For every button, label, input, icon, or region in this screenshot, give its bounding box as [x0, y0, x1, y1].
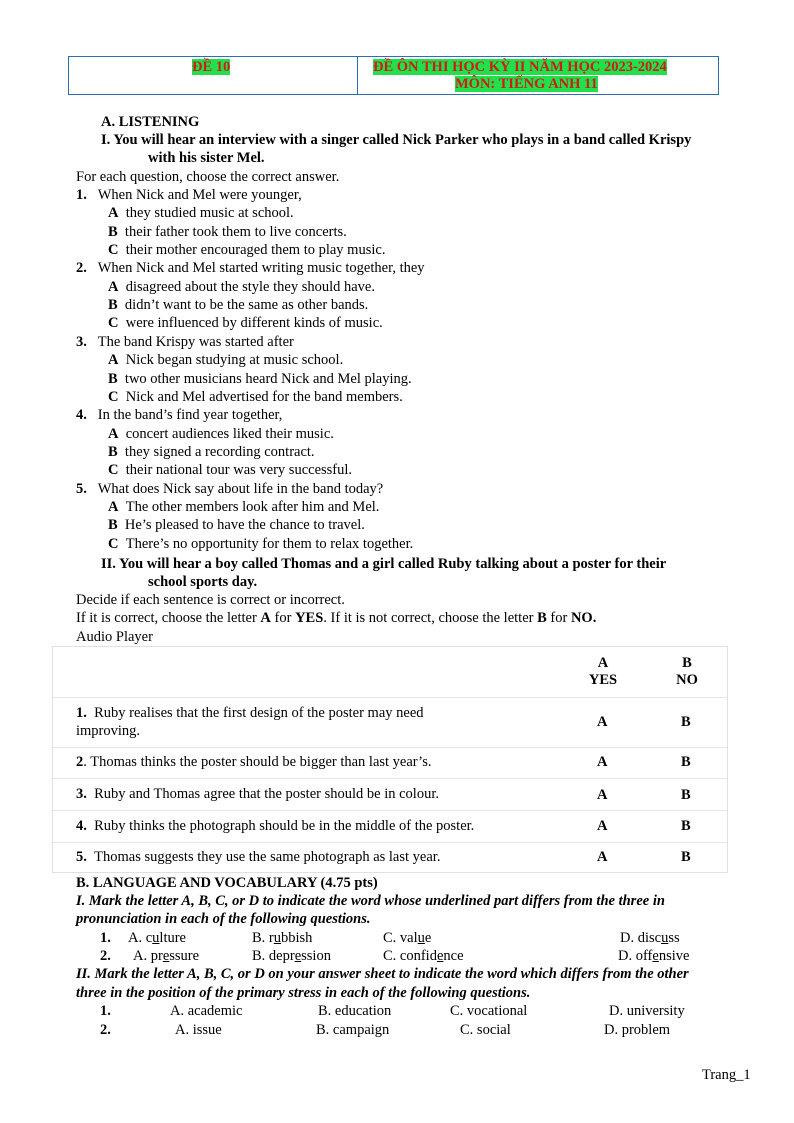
question-number: 2. — [100, 948, 111, 964]
table-divider — [53, 697, 727, 698]
question-item — [76, 407, 282, 424]
option-a[interactable]: A — [597, 849, 608, 865]
option-b[interactable]: B — [681, 787, 691, 803]
section-b-part2: II. Mark the letter A, B, C, or D on your answer sheet to indicate the word which differs from the other — [76, 966, 689, 982]
part1-heading: I. You will hear an interview with a singer called Nick Parker who plays in a band called Krispy — [101, 132, 692, 148]
answer-option[interactable] — [108, 224, 347, 241]
audio-player-label[interactable]: Audio Player — [76, 629, 153, 645]
exam-subject: MÔN: TIẾNG ANH 11 — [455, 76, 598, 92]
table-divider — [53, 810, 727, 811]
answer-option[interactable] — [108, 499, 379, 516]
section-b-part1-cont: pronunciation in each of the following questions. — [76, 911, 371, 927]
question-number: 2. — [76, 260, 87, 277]
option-text: concert audiences liked their music. — [125, 425, 334, 442]
answer-option[interactable] — [108, 389, 403, 406]
option-a[interactable]: A. academic — [170, 1003, 243, 1019]
part1-instruction: For each question, choose the correct answer. — [76, 169, 340, 185]
option-a[interactable]: A — [597, 714, 608, 730]
option-text: He’s pleased to have the chance to travel. — [124, 517, 365, 534]
section-b-title: B. LANGUAGE AND VOCABULARY (4.75 pts) — [76, 875, 378, 891]
answer-option[interactable] — [108, 371, 412, 388]
option-letter: A — [108, 498, 119, 515]
option-a[interactable]: A — [597, 818, 608, 834]
part1-heading-cont: with his sister Mel. — [148, 150, 265, 166]
option-text: were influenced by different kinds of music. — [125, 315, 383, 332]
option-letter: C — [108, 388, 119, 405]
exam-number: ĐỀ 10 — [192, 59, 231, 75]
option-text: The other members look after him and Mel. — [125, 498, 380, 515]
answer-option[interactable] — [108, 536, 413, 553]
section-b-part2-cont: three in the position of the primary stress in each of the following questions. — [76, 985, 531, 1001]
option-b[interactable]: B. campaign — [316, 1022, 390, 1038]
option-b[interactable]: B. depression — [252, 948, 331, 964]
answer-option[interactable] — [108, 462, 352, 479]
option-b[interactable]: B — [681, 849, 691, 865]
option-c[interactable]: C. confidence — [383, 948, 464, 964]
option-d[interactable]: D. offensive — [618, 948, 690, 964]
answer-option[interactable] — [108, 297, 368, 314]
option-text: their father took them to live concerts. — [124, 223, 347, 240]
option-b[interactable]: B. education — [318, 1003, 392, 1019]
option-letter: B — [108, 517, 118, 534]
table-divider — [53, 747, 727, 748]
option-letter: A — [108, 352, 119, 369]
question-item — [76, 260, 425, 277]
option-letter: B — [108, 297, 118, 314]
option-b[interactable]: B — [681, 754, 691, 770]
table-row: 3. Ruby and Thomas agree that the poster should be in colour. — [76, 786, 439, 802]
question-number: 2. — [100, 1022, 111, 1038]
answer-option[interactable] — [108, 426, 334, 443]
part2-heading-cont: school sports day. — [148, 574, 258, 590]
option-text: didn’t want to be the same as other bands. — [124, 297, 369, 314]
table-row: 2. Thomas thinks the poster should be bigger than last year’s. — [76, 754, 432, 770]
question-item — [76, 481, 383, 498]
option-letter: B — [108, 223, 118, 240]
option-text: Nick and Mel advertised for the band members. — [125, 388, 403, 405]
option-d[interactable]: D. discuss — [620, 930, 680, 946]
col-b-header: B NO — [676, 655, 698, 688]
question-number: 4. — [76, 407, 87, 424]
option-c[interactable]: C. value — [383, 930, 432, 946]
section-b-part1: I. Mark the letter A, B, C, or D to indicate the word whose underlined part differs from the three in — [76, 893, 665, 909]
option-text: Nick began studying at music school. — [125, 352, 344, 369]
col-a-header: A YES — [588, 655, 618, 688]
question-text: What does Nick say about life in the band today? — [97, 480, 384, 497]
option-text: they signed a recording contract. — [124, 443, 315, 460]
table-row: 5. Thomas suggests they use the same photograph as last year. — [76, 849, 441, 865]
page-number: Trang_1 — [702, 1067, 751, 1083]
table-row: 4. Ruby thinks the photograph should be in the middle of the poster. — [76, 818, 475, 834]
question-text: The band Krispy was started after — [97, 333, 294, 350]
option-letter: A — [108, 205, 119, 222]
answer-option[interactable] — [108, 242, 385, 259]
answer-option[interactable] — [108, 517, 365, 534]
header-divider — [357, 57, 358, 94]
option-letter: B — [108, 443, 118, 460]
table-row: 1. Ruby realises that the first design of the poster may need — [76, 705, 424, 721]
table-divider — [53, 842, 727, 843]
option-letter: A — [108, 278, 119, 295]
option-text: disagreed about the style they should have. — [125, 278, 375, 295]
option-text: they studied music at school. — [125, 205, 294, 222]
part2-instruction-2: If it is correct, choose the letter A for YES. If it is not correct, choose the letter B for NO. — [76, 610, 597, 626]
question-text: In the band’s find year together, — [97, 407, 283, 424]
question-number: 1. — [76, 187, 87, 203]
answer-option[interactable] — [108, 352, 343, 369]
option-letter: C — [108, 462, 119, 479]
option-text: There’s no opportunity for them to relax together. — [125, 535, 414, 552]
option-letter: C — [108, 315, 119, 332]
option-a[interactable]: A — [597, 754, 608, 770]
option-letter: A — [108, 425, 119, 442]
table-divider — [53, 778, 727, 779]
question-number: 5. — [76, 480, 87, 497]
option-letter: B — [108, 370, 118, 387]
option-c[interactable]: C. vocational — [450, 1003, 528, 1019]
exam-title: ĐỀ ÔN THI HỌC KỲ II NĂM HỌC 2023-2024 — [373, 59, 667, 75]
answer-option[interactable] — [108, 279, 375, 296]
question-text: When Nick and Mel started writing music together, they — [97, 260, 425, 277]
question-number: 3. — [76, 333, 87, 350]
answer-option[interactable] — [108, 205, 294, 222]
part2-instruction: Decide if each sentence is correct or incorrect. — [76, 592, 345, 608]
option-letter: C — [108, 535, 119, 552]
option-b[interactable]: B — [681, 818, 691, 834]
question-text: When Nick and Mel were younger, — [97, 187, 302, 203]
option-text: their mother encouraged them to play music. — [125, 242, 386, 259]
part2-heading: II. You will hear a boy called Thomas and a girl called Ruby talking about a poster for their — [101, 556, 667, 572]
question-number: 1. — [100, 930, 111, 946]
section-a-title: A. LISTENING — [101, 114, 200, 130]
option-a[interactable]: A — [597, 787, 608, 803]
option-a[interactable]: A. pressure — [133, 948, 200, 964]
question-item — [76, 187, 302, 204]
option-a[interactable]: A. culture — [128, 930, 186, 946]
option-text: their national tour was very successful. — [125, 462, 353, 479]
question-item — [76, 334, 294, 351]
answer-option[interactable] — [108, 315, 383, 332]
option-b[interactable]: B — [681, 714, 691, 730]
option-d[interactable]: D. university — [609, 1003, 685, 1019]
option-c[interactable]: C. social — [460, 1022, 511, 1038]
table-row-cont: improving. — [76, 723, 141, 739]
option-b[interactable]: B. rubbish — [252, 930, 313, 946]
answer-option[interactable] — [108, 444, 315, 461]
option-text: two other musicians heard Nick and Mel playing. — [124, 370, 412, 387]
question-number: 1. — [100, 1003, 111, 1019]
option-d[interactable]: D. problem — [604, 1022, 671, 1038]
option-letter: C — [108, 242, 119, 259]
option-a[interactable]: A. issue — [175, 1022, 222, 1038]
